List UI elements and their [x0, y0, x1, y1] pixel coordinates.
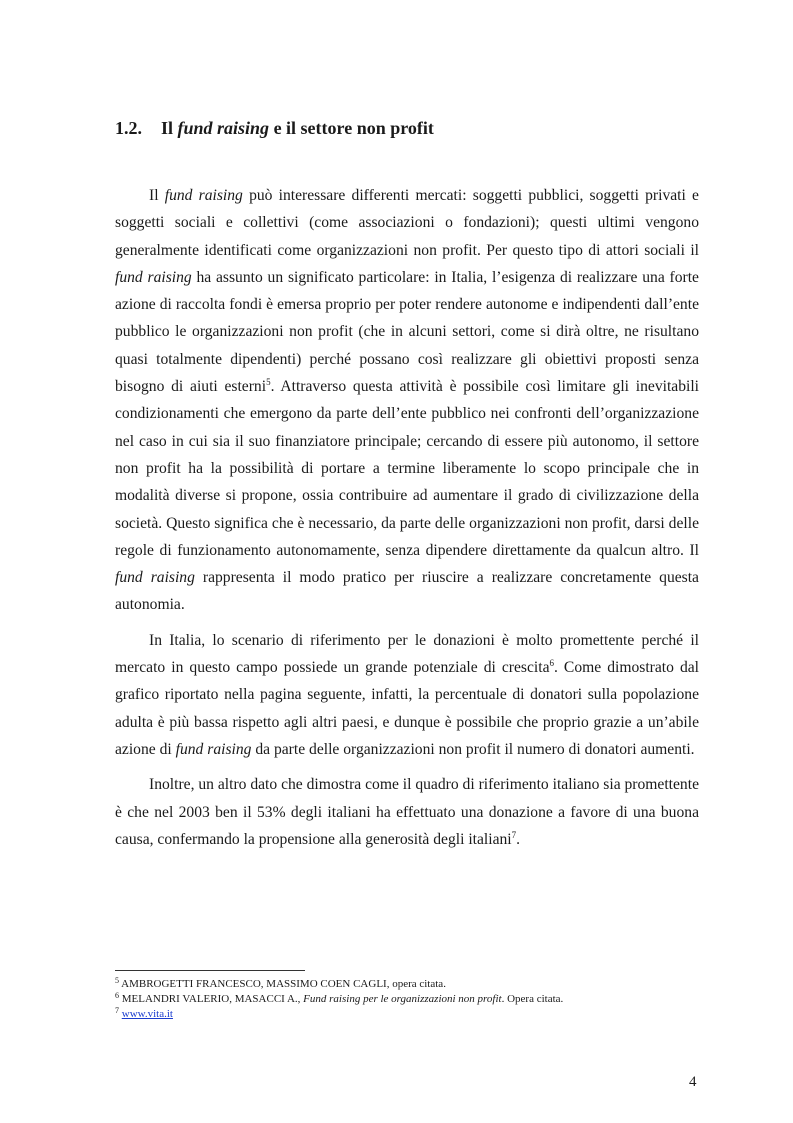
- italic-term: fund raising: [164, 187, 243, 204]
- footnote-ref-6[interactable]: 6: [549, 658, 554, 669]
- footnote-text: MELANDRI VALERIO, MASACCI A.,: [119, 993, 304, 1005]
- section-number: 1.2.: [115, 118, 142, 138]
- text-run: Il: [149, 187, 165, 204]
- footnote-number: 7: [115, 1006, 119, 1015]
- body-text: [115, 182, 699, 853]
- text-run: può interessare differenti mercati: soggetti pubblici, soggetti privati e soggetti sociali e collettivi (come associazioni o fondazioni); questi ultimi vengono generalmente identificati come organizzazioni non profit. Per questo tipo di attori sociali il: [115, 187, 699, 259]
- italic-term: fund raising: [115, 569, 195, 587]
- text-run: .: [516, 830, 521, 848]
- paragraph-2: [115, 627, 699, 763]
- footnote-6: [115, 992, 699, 1007]
- footnote-divider: [115, 970, 305, 971]
- text-run: Inoltre, un altro dato che dimostra come il quadro di riferimento italiano sia promettente è che nel 2003 ben il 53% degli italiani ha effettuato una donazione a favore di una buona causa, confermando la propensione alla generosità degli italiani: [115, 776, 699, 848]
- text-run: . Attraverso questa attività è possibile così limitare gli inevitabili condizionamenti che emergono da parte dell’ente pubblico nei confronti dell’organizzazione nel caso in cui sia il suo finanziatore principale; cercando di essere più autonomo, il settore non profit ha la possibilità di portare a termine liberamente lo scopo principale che in modalità diverse si propone, ossia contribuire ad aumentare il grado di civilizzazione della società. Questo significa che è necessario, da parte delle organizzazioni non profit, darsi delle regole di funzionamento autonomamente, senza dipendere direttamente da qualcun altro. Il: [115, 378, 699, 559]
- paragraph-1: [115, 182, 699, 619]
- heading-emphasis: fund raising: [177, 118, 270, 138]
- text-run: ha assunto un significato particolare: in Italia, l’esigenza di realizzare una forte azione di raccolta fondi è emersa proprio per poter rendere autonome e indipendenti dall’ente pubblico le organizzazioni non profit (che in alcuni settori, come si dirà oltre, ne risultano quasi totalmente dipendenti) perché possano così realizzare gli obiettivi proposti senza bisogno di aiuti esterni: [115, 268, 699, 396]
- footnote-5: [115, 977, 699, 992]
- footnote-text: . Opera citata.: [501, 993, 564, 1005]
- footnote-link[interactable]: www.vita.it: [121, 1008, 173, 1020]
- heading-text-end: e il settore non profit: [269, 118, 434, 138]
- text-run: In Italia, lo scenario di riferimento per le donazioni è molto promettente perché il mercato in questo campo possiede un grande potenziale di crescita: [115, 631, 699, 677]
- paragraph-3: [115, 771, 699, 853]
- text-run: . Come dimostrato dal grafico riportato nella pagina seguente, infatti, la percentuale di donatori sulla popolazione adulta è più bassa rispetto agli altri paesi, e dunque è possibile che proprio grazie a un’abile azione di: [115, 659, 700, 758]
- footnote-ref-5[interactable]: 5: [266, 377, 271, 388]
- footnote-7: [115, 1007, 699, 1022]
- text-run: da parte delle organizzazioni non profit il numero di donatori aumenti.: [251, 740, 695, 758]
- footnote-text: AMBROGETTI FRANCESCO, MASSIMO COEN CAGLI, opera citata.: [119, 978, 446, 990]
- italic-term: fund raising: [115, 268, 192, 286]
- italic-term: fund raising: [175, 740, 252, 758]
- footnote-title: Fund raising per le organizzazioni non profit: [303, 993, 502, 1005]
- footnote-ref-7[interactable]: 7: [511, 829, 517, 840]
- footnotes: [115, 977, 699, 1022]
- text-run: rappresenta il modo pratico per riuscire a realizzare concretamente questa autonomia.: [115, 569, 699, 614]
- heading-text: Il: [161, 118, 178, 138]
- section-heading: [115, 118, 715, 139]
- footnote-number: 6: [115, 991, 119, 1000]
- footnote-number: 5: [115, 976, 119, 985]
- page-number: 4: [689, 1074, 697, 1090]
